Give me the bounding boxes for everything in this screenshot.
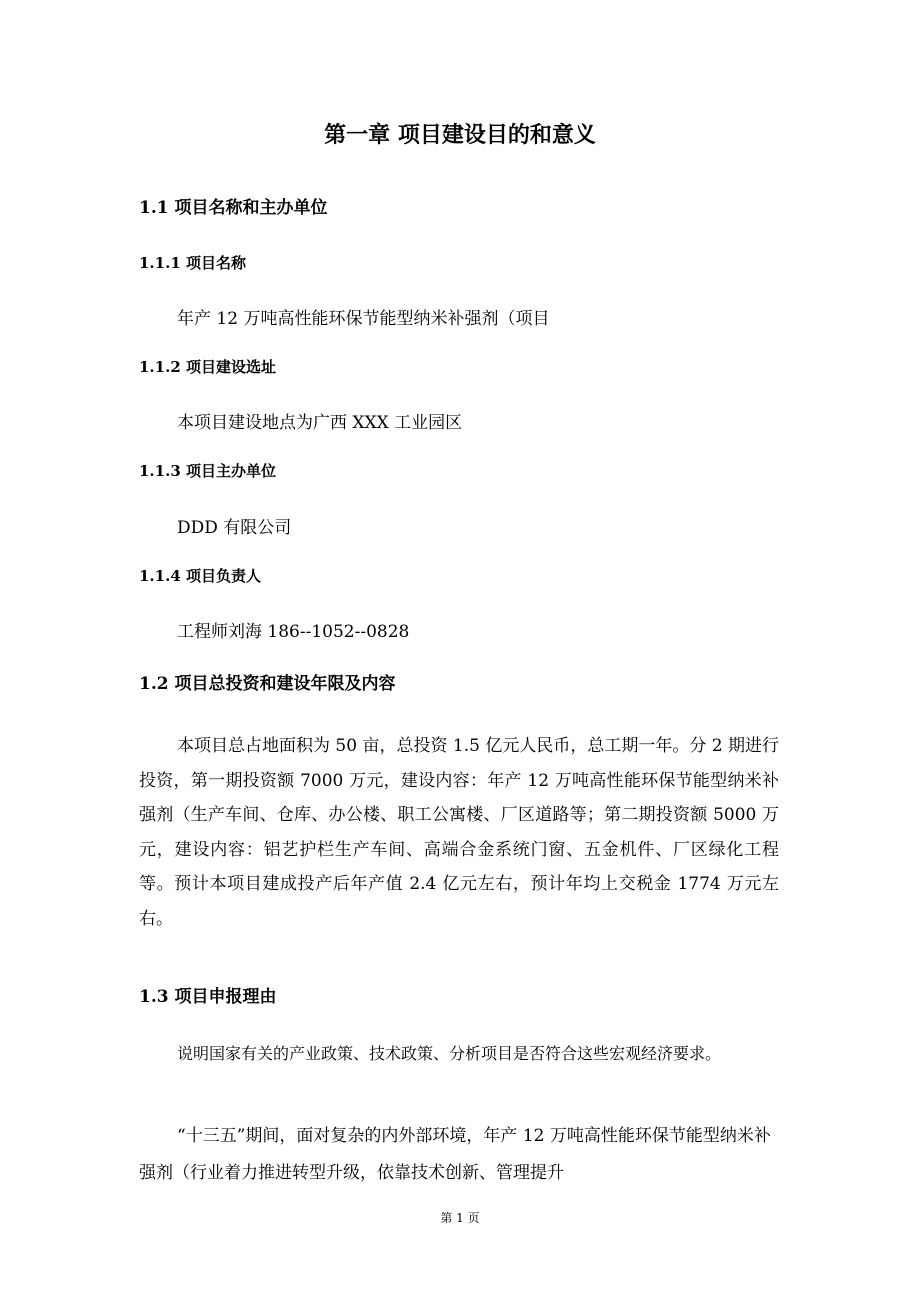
page-number-footer: 第 1 页 [440,1211,480,1225]
section-1-1-3-heading: 1.1.3 项目主办单位 [139,462,276,480]
section-1-3-heading: 1.3 项目申报理由 [139,987,277,1007]
section-1-1-2-heading: 1.1.2 项目建设选址 [139,358,276,376]
section-1-2-heading: 1.2 项目总投资和建设年限及内容 [139,674,396,694]
project-name-text: 年产 12 万吨高性能环保节能型纳米补强剂（项目 [177,309,550,329]
project-owner-text: 工程师刘海 186--1052--0828 [177,622,410,642]
project-sponsor-text: DDD 有限公司 [177,518,292,538]
section-1-1-4-heading: 1.1.4 项目负责人 [139,567,261,585]
section-1-1-1-heading: 1.1.1 项目名称 [139,254,246,272]
reason-paragraph: “十三五”期间，面对复杂的内外部环境，年产 12 万吨高性能环保节能型纳米补强剂（行业着力推进转型升级，依靠技术创新、管理提升 [139,1126,771,1183]
chapter-title: 第一章 项目建设目的和意义 [324,122,596,148]
investment-paragraph: 本项目总占地面积为 50 亩，总投资 1.5 亿元人民币，总工期一年。分 2 期进行投资，第一期投资额 7000 万元，建设内容：年产 12 万吨高性能环保节能型纳米补强剂（生产车间、仓库、办公楼、职工公寓楼、厂区道路等；第二期投资额 5000 万元，建设内容：铝艺护栏生产车间、高端合金系统门窗、五金机件、厂区绿化工程等。预计本项目建成投产后年产值 2.4 亿元左右，预计年均上交税金 1774 万元左右。 [139,736,779,929]
policy-note-paragraph: 说明国家有关的产业政策、技术政策、分析项目是否符合这些宏观经济要求。 [177,1044,722,1063]
project-site-text: 本项目建设地点为广西 XXX 工业园区 [177,413,463,433]
section-1-1-heading: 1.1 项目名称和主办单位 [139,198,328,218]
